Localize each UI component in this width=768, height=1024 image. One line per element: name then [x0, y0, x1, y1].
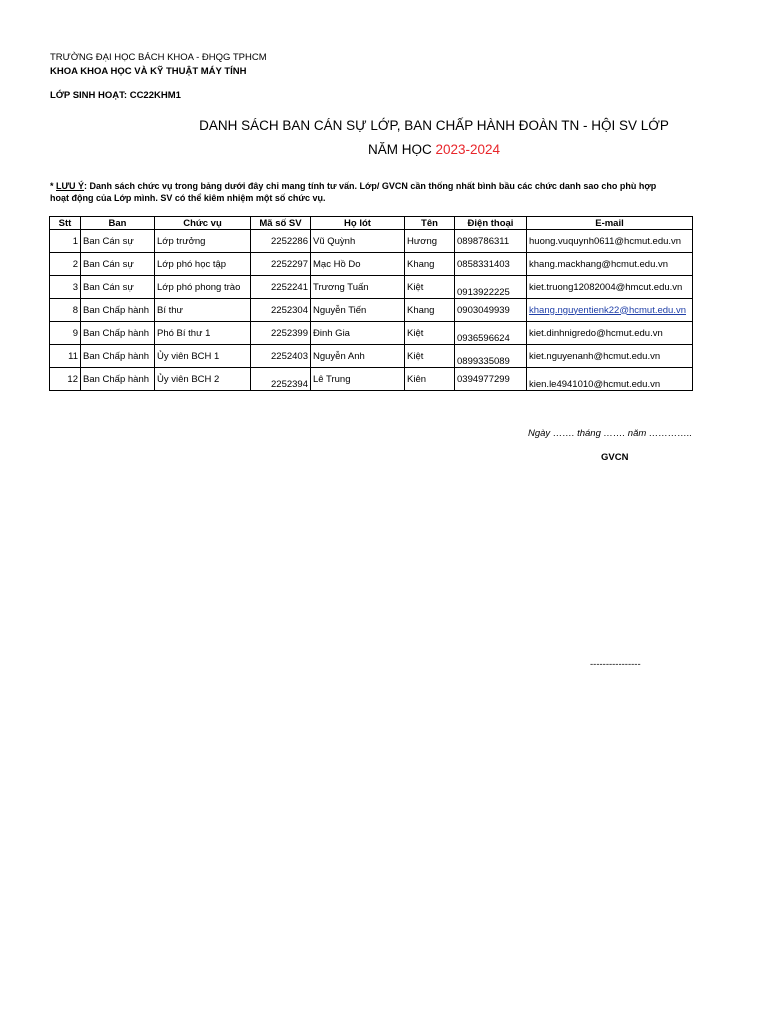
cell-phone: 0903049939 [455, 299, 527, 322]
table-row [50, 230, 693, 253]
cell-ten: Hương [405, 230, 455, 253]
cell-mssv: 2252394 [251, 368, 311, 391]
cell-ban: Ban Chấp hành [81, 299, 155, 322]
cell-email[interactable] [527, 299, 693, 322]
cell-mssv: 2252286 [251, 230, 311, 253]
cell-stt: 2 [50, 253, 81, 276]
cell-chucvu: Lớp trưởng [155, 230, 251, 253]
col-header-mssv: Mã số SV [251, 217, 311, 230]
table-row [50, 299, 693, 322]
cell-ban: Ban Cán sự [81, 276, 155, 299]
col-header-holot: Họ lót [311, 217, 405, 230]
cell-email: khang.mackhang@hcmut.edu.vn [527, 253, 693, 276]
note-prefix: * [50, 181, 57, 191]
cell-phone: 0913922225 [455, 276, 527, 299]
cell-email: huong.vuquynh0611@hcmut.edu.vn [527, 230, 693, 253]
col-header-ban: Ban [81, 217, 155, 230]
cell-chucvu: Lớp phó phong trào [155, 276, 251, 299]
cell-chucvu: Bí thư [155, 299, 251, 322]
cell-holot: Nguyễn Anh [311, 345, 405, 368]
cell-stt: 12 [50, 368, 81, 391]
col-header-email: E-mail [527, 217, 693, 230]
col-header-ten: Tên [405, 217, 455, 230]
university-name: TRƯỜNG ĐẠI HỌC BÁCH KHOA - ĐHQG TPHCM [50, 52, 267, 63]
cell-email: kien.le4941010@hcmut.edu.vn [527, 368, 693, 391]
note-label: LƯU Ý [56, 181, 84, 191]
table-row [50, 322, 693, 345]
cell-ten: Kiên [405, 368, 455, 391]
cell-chucvu: Ủy viên BCH 1 [155, 345, 251, 368]
table-header-row [50, 217, 693, 230]
table-row [50, 368, 693, 391]
cell-chucvu: Ủy viên BCH 2 [155, 368, 251, 391]
cell-stt: 11 [50, 345, 81, 368]
faculty-name: KHOA KHOA HỌC VÀ KỸ THUẬT MÁY TÍNH [50, 66, 247, 77]
signature-line: ---------------- [590, 659, 641, 670]
cell-email: kiet.nguyenanh@hcmut.edu.vn [527, 345, 693, 368]
cell-ban: Ban Cán sự [81, 253, 155, 276]
cell-chucvu: Lớp phó học tập [155, 253, 251, 276]
cell-holot: Mạc Hồ Do [311, 253, 405, 276]
cell-chucvu: Phó Bí thư 1 [155, 322, 251, 345]
table-row [50, 253, 693, 276]
cell-stt: 3 [50, 276, 81, 299]
cell-ban: Ban Chấp hành [81, 322, 155, 345]
cell-phone: 0936596624 [455, 322, 527, 345]
cell-stt: 1 [50, 230, 81, 253]
cell-phone: 0899335089 [455, 345, 527, 368]
col-header-stt: Stt [50, 217, 81, 230]
note-line-2: hoạt động của Lớp mình. SV có thể kiêm nhiệm một số chức vụ. [50, 193, 326, 203]
cell-mssv: 2252241 [251, 276, 311, 299]
cell-holot: Đinh Gia [311, 322, 405, 345]
note-text-1: : Danh sách chức vụ trong bảng dưới đây chỉ mang tính tư vấn. Lớp/ GVCN cần thống nhất bình bầu các chức danh sao cho phù hợp [83, 181, 657, 191]
cell-ban: Ban Chấp hành [81, 345, 155, 368]
academic-year-value: 2023-2024 [435, 142, 501, 157]
class-label: LỚP SINH HOẠT: CC22KHM1 [50, 90, 181, 101]
cell-ten: Kiệt [405, 276, 455, 299]
signature-role: GVCN [601, 452, 629, 463]
cell-mssv: 2252304 [251, 299, 311, 322]
note-line-1 [50, 180, 656, 192]
cell-ban: Ban Cán sự [81, 230, 155, 253]
cell-ban: Ban Chấp hành [81, 368, 155, 391]
officer-table [49, 216, 693, 391]
cell-phone: 0858331403 [455, 253, 527, 276]
academic-year-prefix: NĂM HỌC [367, 142, 436, 157]
cell-phone: 0898786311 [455, 230, 527, 253]
cell-holot: Vũ Quỳnh [311, 230, 405, 253]
cell-stt: 8 [50, 299, 81, 322]
cell-ten: Khang [405, 299, 455, 322]
col-header-chucvu: Chức vụ [155, 217, 251, 230]
document-title: DANH SÁCH BAN CÁN SỰ LỚP, BAN CHẤP HÀNH ĐOÀN TN - HỘI SV LỚP [199, 118, 669, 133]
signature-date-line: Ngày ……. tháng ……. năm ………….. [528, 428, 693, 439]
cell-mssv: 2252403 [251, 345, 311, 368]
email-link[interactable]: khang.nguyentienk22@hcmut.edu.vn [529, 304, 687, 316]
cell-holot: Trương Tuấn [311, 276, 405, 299]
cell-ten: Kiệt [405, 345, 455, 368]
table-row [50, 345, 693, 368]
cell-holot: Lê Trung [311, 368, 405, 391]
academic-year [0, 142, 768, 157]
cell-mssv: 2252297 [251, 253, 311, 276]
cell-mssv: 2252399 [251, 322, 311, 345]
cell-ten: Kiệt [405, 322, 455, 345]
table-row [50, 276, 693, 299]
cell-holot: Nguyễn Tiến [311, 299, 405, 322]
cell-email: kiet.dinhnigredo@hcmut.edu.vn [527, 322, 693, 345]
cell-email: kiet.truong12082004@hmcut.edu.vn [527, 276, 693, 299]
cell-phone: 0394977299 [455, 368, 527, 391]
col-header-phone: Điện thoại [455, 217, 527, 230]
cell-ten: Khang [405, 253, 455, 276]
cell-stt: 9 [50, 322, 81, 345]
